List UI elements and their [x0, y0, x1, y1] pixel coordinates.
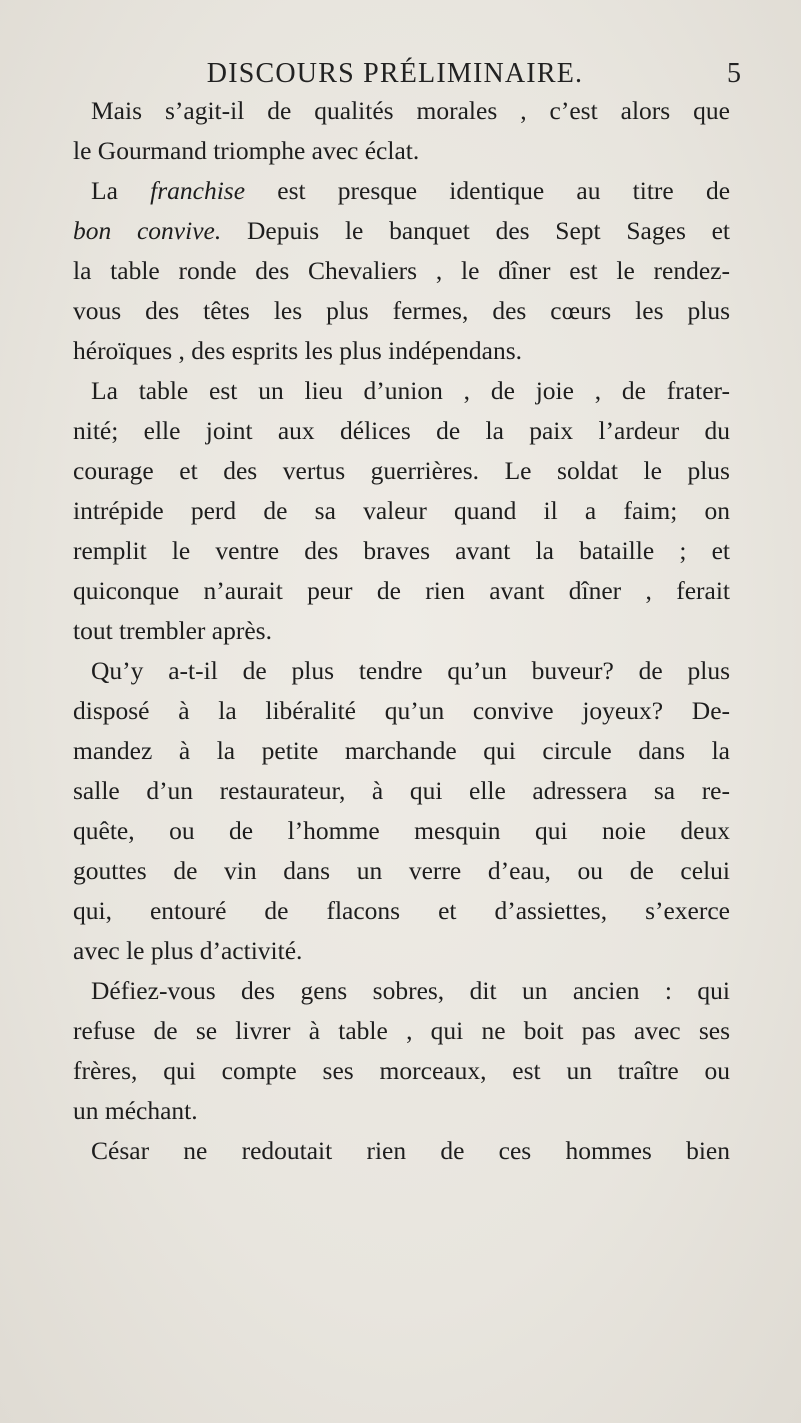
text-line: héroïques , des esprits les plus indépendans.: [73, 336, 523, 365]
running-header: DISCOURS PRÉLIMINAIRE.: [206, 58, 584, 89]
text-line: [73, 211, 730, 251]
text-line: mandez à la petite marchande qui circule dans la: [73, 736, 730, 765]
text-line: nité; elle joint aux délices de la paix l’ardeur du: [73, 416, 730, 445]
text-line: vous des têtes les plus fermes, des cœurs les plus: [73, 296, 730, 325]
page-number: 5: [727, 58, 741, 89]
italic-term: bon convive.: [73, 216, 222, 245]
text-line: César ne redoutait rien de ces hommes bien: [91, 1136, 730, 1165]
text-line: Qu’y a-t-il de plus tendre qu’un buveur? de plus: [91, 656, 730, 685]
text-line: le Gourmand triomphe avec éclat.: [73, 136, 420, 165]
text-line: tout trembler après.: [73, 616, 272, 645]
text-line: gouttes de vin dans un verre d’eau, ou de celui: [73, 856, 730, 885]
text-line: avec le plus d’activité.: [73, 936, 303, 965]
text-line: La table est un lieu d’union , de joie , de frater-: [91, 376, 730, 405]
text-line: Défiez-vous des gens sobres, dit un ancien : qui: [91, 976, 730, 1005]
text-line: la table ronde des Chevaliers , le dîner est le rendez-: [73, 256, 730, 285]
text-line: refuse de se livrer à table , qui ne boit pas avec ses: [73, 1016, 730, 1045]
text-line: quête, ou de l’homme mesquin qui noie deux: [73, 816, 730, 845]
text-span: Depuis le banquet des Sept Sages et: [246, 216, 731, 245]
text-line: intrépide perd de sa valeur quand il a faim; on: [73, 496, 730, 525]
text-line: [91, 171, 730, 211]
text-line: qui, entouré de flacons et d’assiettes, s’exerce: [73, 896, 730, 925]
text-span: La: [91, 176, 118, 205]
text-line: un méchant.: [73, 1096, 198, 1125]
text-line: frères, qui compte ses morceaux, est un traître ou: [73, 1056, 730, 1085]
text-line: disposé à la libéralité qu’un convive joyeux? De-: [73, 696, 730, 725]
text-span: est presque identique au titre de: [277, 176, 731, 205]
text-line: salle d’un restaurateur, à qui elle adressera sa re-: [73, 776, 730, 805]
text-line: Mais s’agit-il de qualités morales , c’est alors que: [91, 96, 730, 125]
italic-term: franchise: [150, 176, 246, 205]
text-line: courage et des vertus guerrières. Le soldat le plus: [73, 456, 730, 485]
text-line: remplit le ventre des braves avant la bataille ; et: [73, 536, 730, 565]
text-line: quiconque n’aurait peur de rien avant dîner , ferait: [73, 576, 730, 605]
